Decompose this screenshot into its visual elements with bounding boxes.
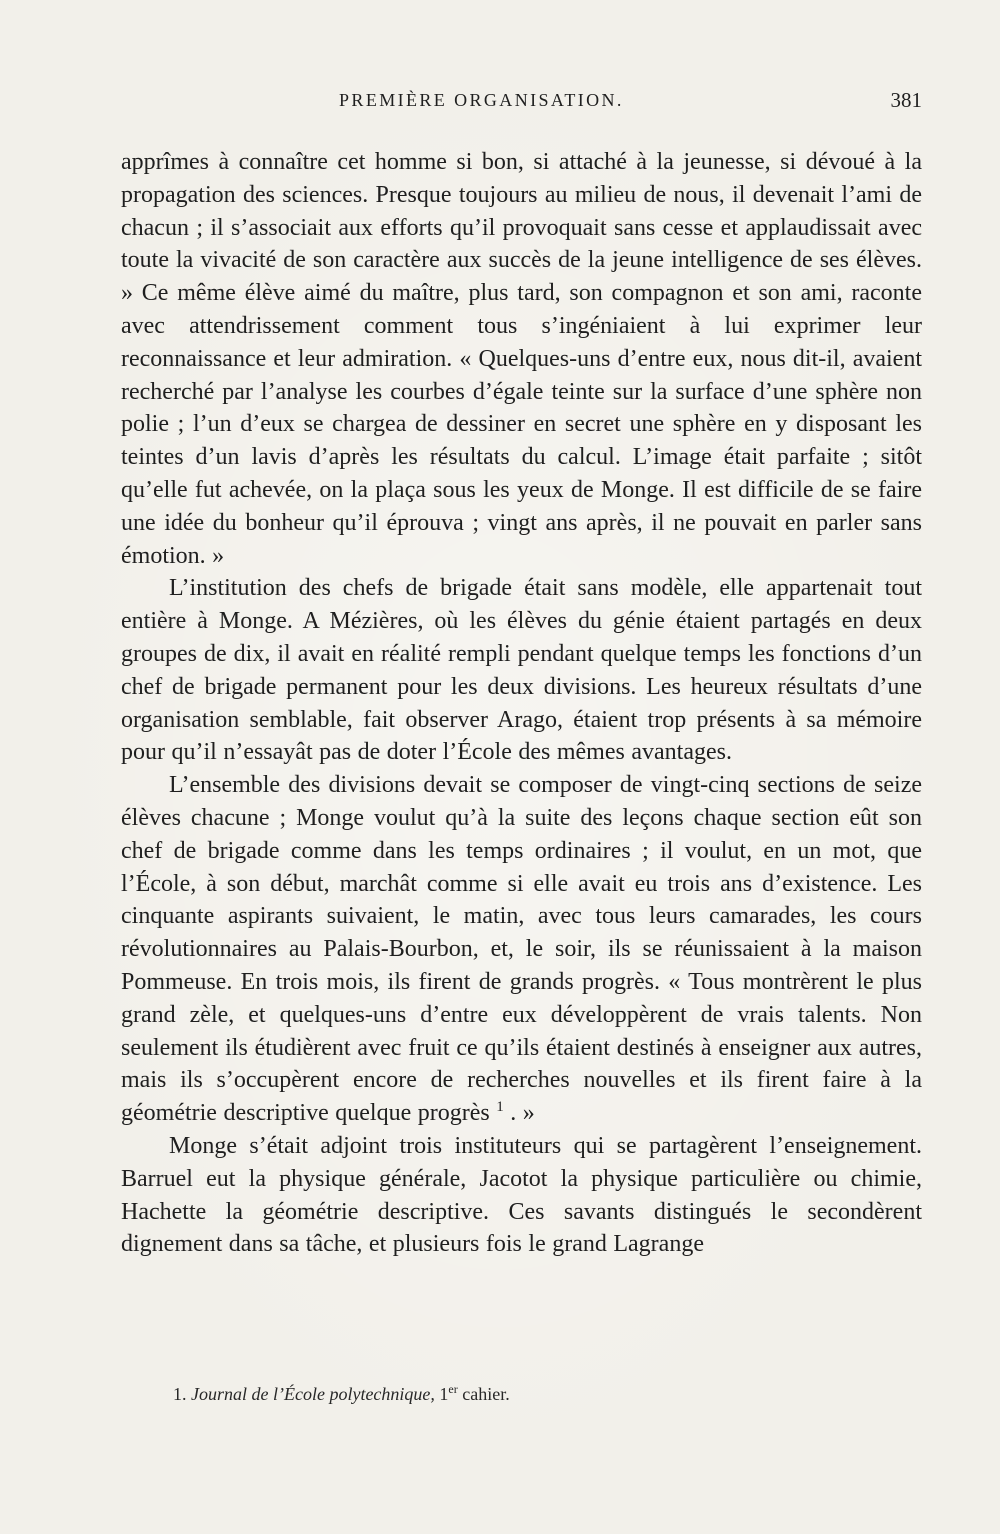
paragraph-3	[121, 769, 922, 1130]
footnote-rest: cahier.	[462, 1384, 510, 1404]
paragraph-3-ending: . »	[510, 1100, 535, 1127]
footnote-journal-title: Journal de l’École polytechnique,	[191, 1384, 435, 1404]
footnote-ordinal-suffix: er	[448, 1382, 458, 1396]
paragraph-2: L’institution des chefs de brigade était sans modèle, elle appartenait tout entière à Monge. A Mézières, où les élèves du génie étaient partagés en deux groupes de dix, il avait en réalité rempli pendant quelque temps les fonctions d’un chef de brigade permanent pour les deux divisions. Les heureux résultats d’une organisation semblable, fait observer Arago, étaient trop présents à sa mémoire pour qu’il n’essayât pas de doter l’École des mêmes avantages.	[121, 575, 922, 766]
paragraph-1: apprîmes à connaître cet homme si bon, si attaché à la jeunesse, si dévoué à la propagation des sciences. Presque toujours au milieu de nous, il devenait l’ami de chacun ; il s’associait aux efforts qu’il provoquait sans cesse et applaudissait avec toute la vivacité de son caractère aux succès de la jeune intelligence de ses élèves. » Ce même élève aimé du maître, plus tard, son compagnon et son ami, raconte avec attendrissement comment tous s’ingéniaient à lui exprimer leur reconnaissance et leur admiration. « Quelques-uns d’entre eux, nous dit-il, avaient recherché par l’analyse les courbes d’égale teinte sur la surface d’une sphère non polie ; l’un d’eux se chargea de dessiner en secret une sphère en y disposant les teintes d’un lavis d’après les résultats du calcul. L’image était parfaite ; sitôt qu’elle fut achevée, on la plaça sous les yeux de Monge. Il est difficile de se faire une idée du bonheur qu’il éprouva ; vingt ans après, il ne pouvait en parler sans émotion. »	[121, 149, 922, 569]
footnote-ordinal: 1	[439, 1384, 449, 1404]
running-title: PREMIÈRE ORGANISATION.	[339, 90, 624, 110]
page-header	[121, 88, 922, 120]
paragraph-3-text: L’ensemble des divisions devait se composer de vingt-cinq sections de seize élèves chacune ; Monge voulut qu’à la suite des leçons chaque section eût son chef de brigade comme dans les temps ordinaires ; il voulut, en un mot, que l’École, à son début, marchât comme si elle avait eu trois ans d’existence. Les cinquante aspirants suivaient, le matin, avec tous leurs camarades, les cours révolutionnaires au Palais-Bourbon, et, le soir, ils se réunissaient à la maison Pommeuse. En trois mois, ils firent de grands progrès. « Tous montrèrent le plus grand zèle, et quelques-uns d’entre eux développèrent de vrais talents. Non seulement ils étudièrent avec fruit ce qu’ils étaient destinés à enseigner aux autres, mais ils s’occupèrent encore de recherches nouvelles et ils firent faire à la géométrie descriptive quelque progrès	[121, 772, 922, 1127]
page-number: 381	[890, 88, 922, 112]
footnote-reference: 1	[496, 1099, 504, 1116]
paragraph-4: Monge s’était adjoint trois instituteurs qui se partagèrent l’enseignement. Barruel eut la physique générale, Jacotot la physique particulière ou chimie, Hachette la géométrie descriptive. Ces savants distingués le secondèrent dignement dans sa tâche, et plusieurs fois le grand Lagrange	[121, 1132, 922, 1258]
body-text	[121, 146, 922, 1261]
footnote-number: 1.	[173, 1384, 187, 1404]
footnote	[173, 1382, 510, 1405]
